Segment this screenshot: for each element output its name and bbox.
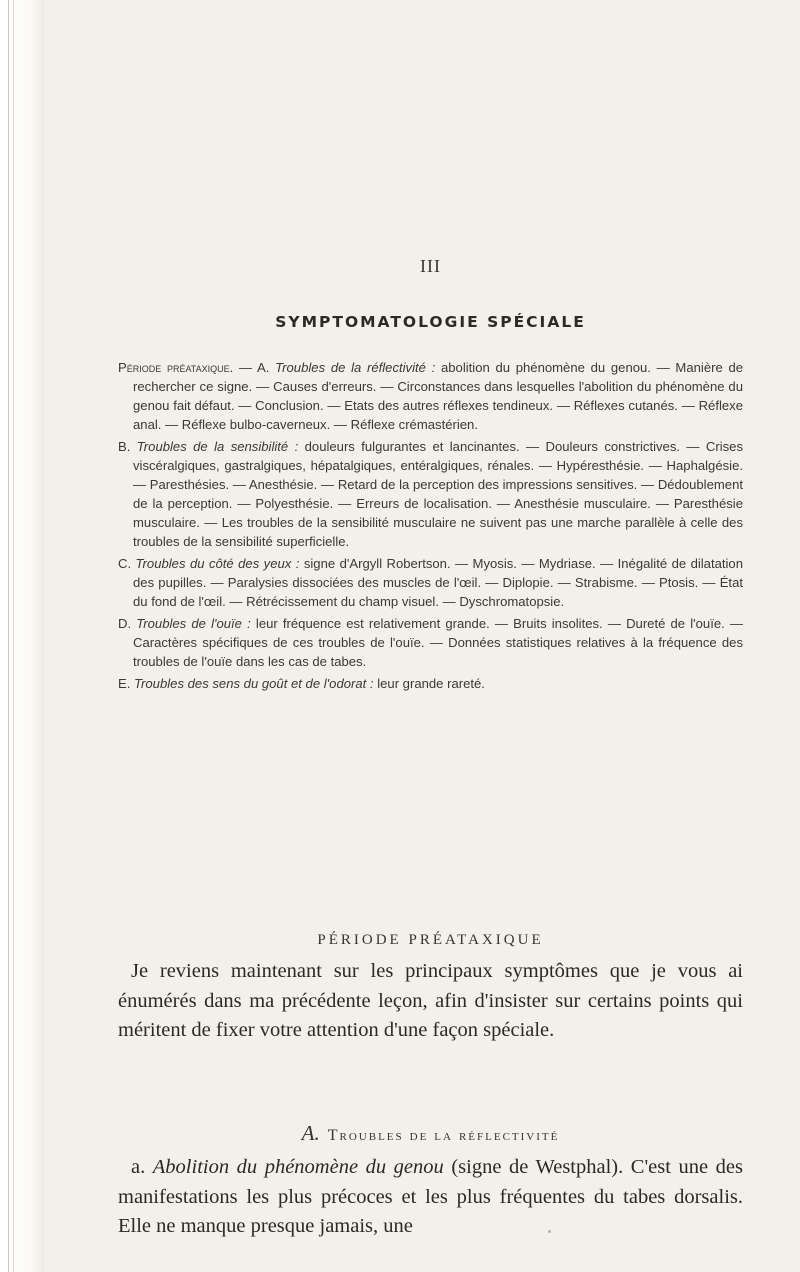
chapter-number: III	[420, 256, 441, 276]
item-letter: a.	[131, 1156, 153, 1178]
chapter-summary	[118, 358, 743, 696]
section-body	[118, 957, 743, 1046]
summary-letter: D.	[118, 616, 137, 631]
summary-period-label: Période préataxique.	[118, 360, 234, 375]
summary-paragraph-b	[118, 437, 743, 551]
subsection-body	[118, 1153, 743, 1242]
body-paragraph: Je reviens maintenant sur les principaux symptômes que je vous ai énumérés dans ma précédente leçon, afin d'insister sur certains points qui méritent de fixer votre attention d'une façon spéciale.	[118, 960, 743, 1042]
summary-topic: Troubles de la sensibilité :	[136, 439, 299, 454]
summary-paragraph-e	[118, 674, 743, 693]
subsection-title: Troubles de la réflectivité	[327, 1127, 560, 1144]
summary-topic: Troubles de la réflectivité :	[275, 360, 436, 375]
summary-text: signe d'Argyll Robertson. — Myosis. — Mydriase. — Inégalité de dilatation des pupilles. — Paralysies dissociées des muscles de l'œil. — Diplopie. — Strabisme. — Ptosis. — État du fond de l'œil. — Rétrécissement du champ visuel. — Dyschromatopsie.	[133, 556, 743, 609]
summary-text: douleurs fulgurantes et lancinantes. — Douleurs constrictives. — Crises viscéralgiques, gastralgiques, hépatalgiques, entéralgiques, rénales. — Hypéresthésie. — Haphalgésie. — Paresthésies. — Anesthésie. — Retard de la perception des impressions sensitives. — Dédoublement de la perception. — Polyesthésie. — Erreurs de localisation. — Anesthésie musculaire. — Paresthésie musculaire. — Les troubles de la sensibilité musculaire ne suivent pas une marche parallèle à celle des troubles de la sensibilité superficielle.	[133, 439, 743, 549]
summary-paragraph-a	[118, 358, 743, 434]
summary-text: abolition du phénomène du genou. — Manière de rechercher ce signe. — Causes d'erreurs. — Circonstances dans lesquelles l'abolition du phénomène du genou fait défaut. — Conclusion. — Etats des autres réflexes tendineux. — Réflexes cutanés. — Réflexe anal. — Réflexe bulbo-caverneux. — Réflexe crémastérien.	[133, 360, 744, 432]
summary-letter: C.	[118, 556, 136, 571]
summary-separator: — A.	[233, 360, 276, 375]
page-binding-edge	[0, 0, 44, 1272]
summary-topic: Troubles de l'ouïe :	[136, 616, 251, 631]
paper-speck	[548, 1230, 551, 1233]
summary-paragraph-c	[118, 554, 743, 611]
summary-text: leur fréquence est relativement grande. — Bruits insolites. — Dureté de l'ouïe. — Caractères spécifiques de ces troubles de l'ouïe. — Données statistiques relatives à la fréquence des troubles de l'ouïe dans les cas de tabes.	[133, 616, 744, 669]
item-topic: Abolition du phénomène du genou	[152, 1156, 444, 1178]
summary-text: leur grande rareté.	[373, 676, 485, 691]
summary-paragraph-d	[118, 614, 743, 671]
subsection-heading	[118, 1121, 743, 1146]
summary-letter: B.	[118, 439, 137, 454]
body-paragraph	[118, 1153, 743, 1242]
item-text: (signe de Westphal). C'est une des manifestations les plus précoces et les plus fréquentes du tabes dorsalis. Elle ne manque presque jamais, une	[118, 1156, 743, 1238]
summary-letter: E.	[118, 676, 135, 691]
summary-topic: Troubles des sens du goût et de l'odorat :	[134, 676, 374, 691]
summary-topic: Troubles du côté des yeux :	[135, 556, 300, 571]
subsection-letter: A.	[301, 1121, 320, 1145]
chapter-title: SYMPTOMATOLOGIE SPÉCIALE	[275, 313, 586, 331]
section-heading: PÉRIODE PRÉATAXIQUE	[317, 932, 544, 948]
